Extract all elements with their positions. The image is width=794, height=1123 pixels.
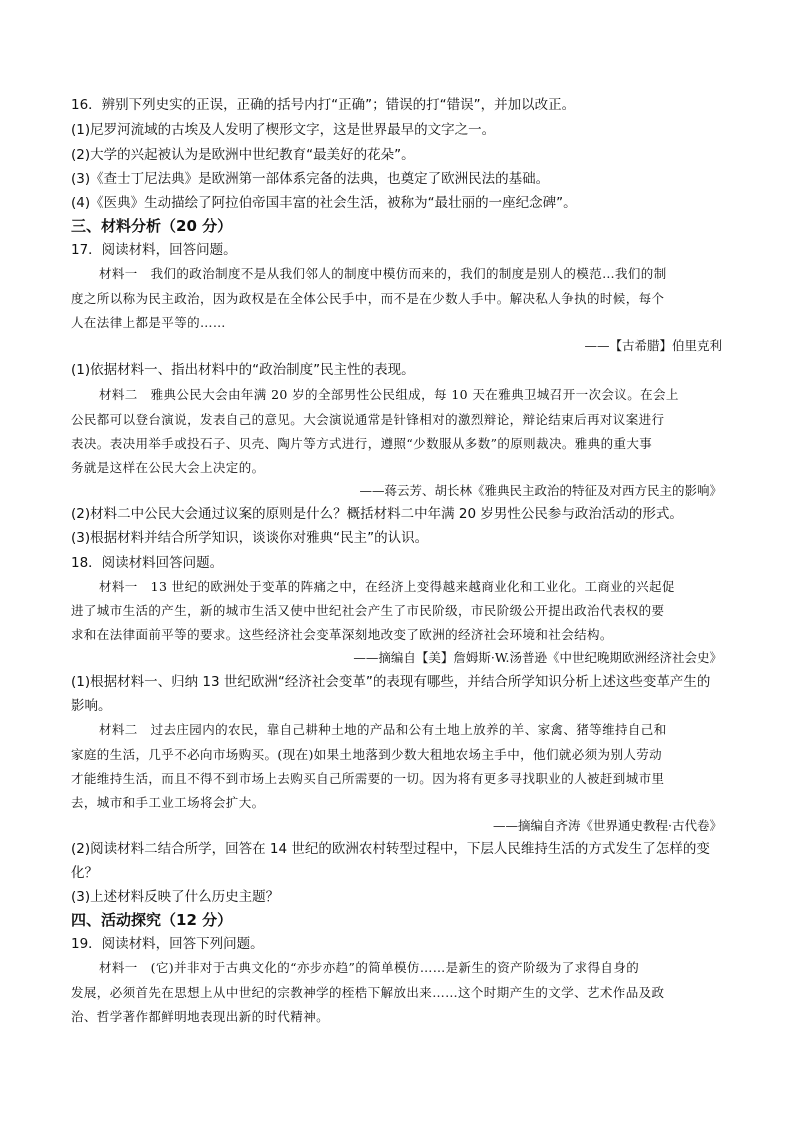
q18-sub1-line: 影响。 bbox=[71, 698, 112, 714]
q16-item-2: (2)大学的兴起被认为是欧洲中世纪教育“最美好的花朵”。 bbox=[71, 147, 415, 163]
q17-sub1: (1)依据材料一、指出材料中的“政治制度”民主性的表现。 bbox=[71, 362, 415, 378]
q19-stem: 19．阅读材料，回答下列问题。 bbox=[71, 936, 264, 952]
section-heading-activity: 四、活动探究（12 分） bbox=[71, 911, 233, 929]
q16-item-1: (1)尼罗河流域的古埃及人发明了楔形文字，这是世界最早的文字之一。 bbox=[71, 122, 496, 138]
q18-material1-line: 材料一 13 世纪的欧洲处于变革的阵痛之中，在经济上变得越来越商业化和工业化。工商业的兴起促 bbox=[99, 579, 675, 594]
q17-material1-line: 人在法律上都是平等的…… bbox=[71, 315, 226, 330]
q18-sub2-line: (2)阅读材料二结合所学，回答在 14 世纪的欧洲农村转型过程中，下层人民维持生活的方式发生了怎样的变 bbox=[71, 841, 710, 857]
q18-sub2-line: 化？ bbox=[71, 865, 98, 881]
q18-material2-line: 去，城市和手工业工场将会扩大。 bbox=[71, 795, 265, 810]
q17-sub2: (2)材料二中公民大会通过议案的原则是什么？概括材料二中年满 20 岁男性公民参与政治活动的形式。 bbox=[71, 506, 683, 522]
q18-sub3: (3)上述材料反映了什么历史主题？ bbox=[71, 889, 280, 905]
q19-material1-line: 治、哲学著作都鲜明地表现出新的时代精神。 bbox=[71, 1009, 330, 1024]
q18-material2-line: 家庭的生活，几乎不必向市场购买。(现在)如果土地落到少数大租地农场主手中，他们就必须为别人劳动 bbox=[71, 747, 663, 762]
q18-stem: 18．阅读材料回答问题。 bbox=[71, 555, 224, 571]
q17-material2-line: 务就是这样在公民大会上决定的。 bbox=[71, 460, 265, 475]
q17-source1: ——【古希腊】伯里克利 bbox=[584, 338, 722, 353]
section-heading-materials: 三、材料分析（20 分） bbox=[71, 217, 233, 235]
q18-sub1-line: (1)根据材料一、归纳 13 世纪欧洲“经济社会变革”的表现有哪些，并结合所学知识分析上述这些变革产生的 bbox=[71, 674, 711, 690]
q19-material1-line: 发展，必须首先在思想上从中世纪的宗教神学的桎梏下解放出来……这个时期产生的文学、艺术作品及政 bbox=[71, 985, 665, 1000]
q18-material2-line: 才能维持生活，而且不得不到市场上去购买自己所需要的一切。因为将有更多寻找职业的人被赶到城市里 bbox=[71, 771, 665, 786]
q16-item-3: (3)《查士丁尼法典》是欧洲第一部体系完备的法典，也奠定了欧洲民法的基础。 bbox=[71, 171, 550, 187]
q18-material1-line: 进了城市生活的产生，新的城市生活又使中世纪社会产生了市民阶级，市民阶级公开提出政治代表权的要 bbox=[71, 603, 665, 618]
q17-material1-line: 材料一 我们的政治制度不是从我们邻人的制度中模仿而来的，我们的制度是别人的模范…我们的制 bbox=[99, 266, 667, 281]
q17-stem: 17．阅读材料，回答问题。 bbox=[71, 242, 237, 258]
q17-material1-line: 度之所以称为民主政治，因为政权是在全体公民手中，而不是在少数人手中。解决私人争执的时候，每个 bbox=[71, 291, 665, 306]
q17-source2: ——蒋云芳、胡长林《雅典民主政治的特征及对西方民主的影响》 bbox=[359, 483, 722, 498]
q18-source1: ——摘编自【美】詹姆斯·W.汤普逊《中世纪晚期欧洲经济社会史》 bbox=[353, 650, 722, 665]
q19-material1-line: 材料一 (它)并非对于古典文化的“亦步亦趋”的简单模仿……是新生的资产阶级为了求得自身的 bbox=[99, 960, 640, 975]
q17-sub3: (3)根据材料并结合所学知识，谈谈你对雅典“民主”的认识。 bbox=[71, 530, 429, 546]
q18-material1-line: 求和在法律面前平等的要求。这些经济社会变革深刻地改变了欧洲的经济社会环境和社会结构。 bbox=[71, 627, 613, 642]
q17-material2-line: 表决。表决用举手或投石子、贝壳、陶片等方式进行，遵照“少数服从多数”的原则裁决。雅典的重大事 bbox=[71, 436, 653, 451]
q16-stem: 16．辨别下列史实的正误，正确的括号内打“正确”；错误的打“错误”，并加以改正。 bbox=[71, 97, 576, 113]
q18-material2-line: 材料二 过去庄园内的农民，靠自己耕种土地的产品和公有土地上放养的羊、家禽、猪等维持自己和 bbox=[99, 722, 667, 737]
q17-material2-line: 材料二 雅典公民大会由年满 20 岁的全部男性公民组成，每 10 天在雅典卫城召开一次会议。在会上 bbox=[99, 387, 679, 402]
q18-source2: ——摘编自齐涛《世界通史教程·古代卷》 bbox=[493, 818, 722, 833]
q17-material2-line: 公民都可以登台演说，发表自己的意见。大会演说通常是针锋相对的激烈辩论，辩论结束后再对议案进行 bbox=[71, 412, 665, 427]
q16-item-4: (4)《医典》生动描绘了阿拉伯帝国丰富的社会生活，被称为“最壮丽的一座纪念碑”。 bbox=[71, 195, 577, 211]
